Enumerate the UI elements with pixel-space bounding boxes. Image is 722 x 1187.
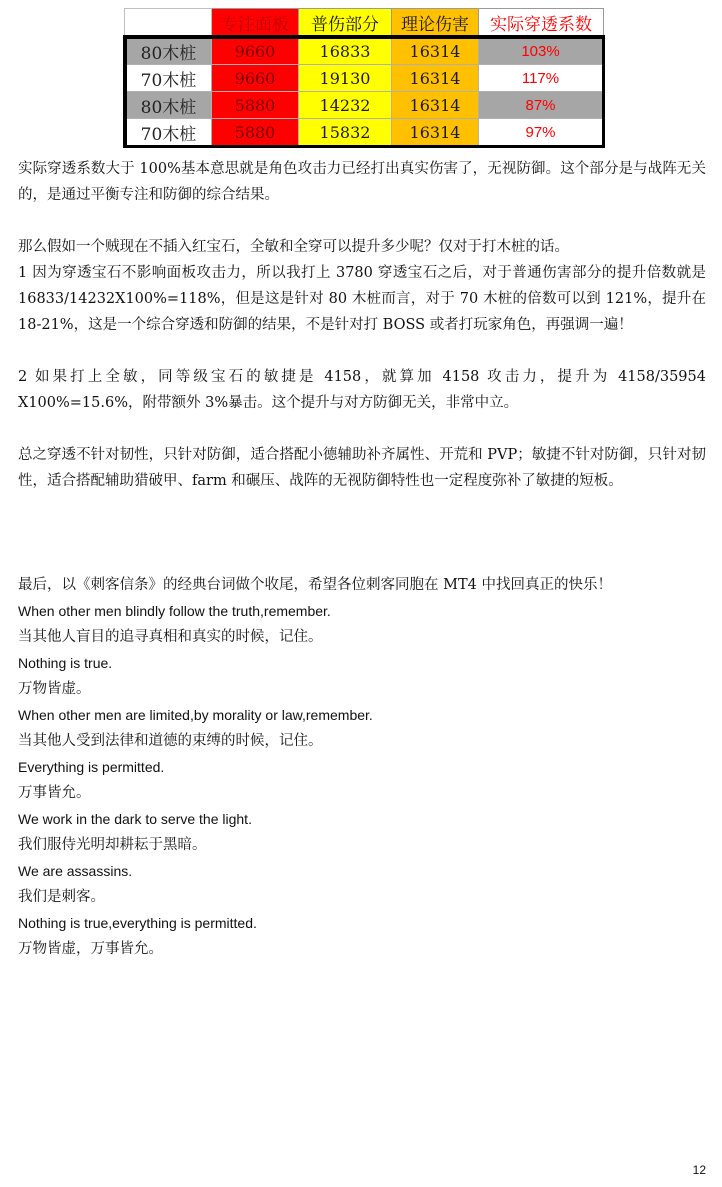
cell-theory: 16314 — [392, 92, 479, 119]
table-row — [125, 65, 604, 92]
quote-line-zh: 当其他人盲目的追寻真相和真实的时候，记住。 — [18, 629, 323, 645]
table-row — [125, 37, 604, 65]
cell-normal: 14232 — [299, 92, 392, 119]
cell-theory: 16314 — [392, 37, 479, 65]
penetration-table — [123, 8, 605, 148]
quote-line-en: Nothing is true. — [18, 655, 113, 671]
paragraph-summary: 总之穿透不针对韧性，只针对防御，适合搭配小德辅助补齐属性、开荒和 PVP；敏捷不针对防御，只针对韧性，适合搭配辅助猎破甲、farm 和碾压、战阵的无视防御特性也一定程度弥补了敏捷的短板。 — [18, 447, 706, 489]
quote-line-zh: 万物皆虚，万事皆允。 — [18, 941, 163, 957]
quote-line-en: When other men blindly follow the truth,remember. — [18, 603, 331, 619]
cell-target: 70木桩 — [125, 119, 212, 147]
paragraph-closing: 最后，以《刺客信条》的经典台词做个收尾，希望各位刺客同胞在 MT4 中找回真正的快乐！ — [18, 577, 612, 593]
header-cell-normal-damage: 普伤部分 — [299, 9, 392, 37]
cell-target: 80木桩 — [125, 37, 212, 65]
table-row — [125, 119, 604, 147]
cell-normal: 19130 — [299, 65, 392, 92]
header-cell-panel: 专注面板 — [212, 9, 299, 37]
cell-normal: 16833 — [299, 37, 392, 65]
table-header-row — [125, 9, 604, 37]
quote-line-en: We are assassins. — [18, 863, 133, 879]
page-number: 12 — [692, 1163, 706, 1177]
quote-line-zh: 万物皆虚。 — [18, 681, 91, 697]
cell-coef: 117% — [479, 65, 604, 92]
quote-line-zh: 我们服侍光明却耕耘于黑暗。 — [18, 837, 207, 853]
cell-panel: 5880 — [212, 92, 299, 119]
cell-panel: 9660 — [212, 65, 299, 92]
cell-coef: 103% — [479, 37, 604, 65]
cell-target: 80木桩 — [125, 92, 212, 119]
quote-line-en: Everything is permitted. — [18, 759, 165, 775]
header-cell-theory-damage: 理论伤害 — [392, 9, 479, 37]
paragraph-point-1: 1 因为穿透宝石不影响面板攻击力，所以我打上 3780 穿透宝石之后，对于普通伤害部分的提升倍数就是 16833/14232X100%=118%，但是这是针对 80 木桩而言，对于 70 木桩的倍数可以到 121%，提升在 18-21%，这是一个综合穿透和防御的结果，不是针对打 BOSS 或者打玩家角色，再强调一遍！ — [18, 265, 706, 333]
cell-theory: 16314 — [392, 65, 479, 92]
header-cell-penetration-coef: 实际穿透系数 — [479, 9, 604, 37]
cell-coef: 87% — [479, 92, 604, 119]
header-cell-blank — [125, 9, 212, 37]
quote-line-zh: 我们是刺客。 — [18, 889, 105, 905]
cell-normal: 15832 — [299, 119, 392, 147]
cell-coef: 97% — [479, 119, 604, 147]
cell-panel: 9660 — [212, 37, 299, 65]
cell-panel: 5880 — [212, 119, 299, 147]
paragraph-point-2: 2 如果打上全敏，同等级宝石的敏捷是 4158，就算加 4158 攻击力，提升为 4158/35954 X100%=15.6%，附带额外 3%暴击。这个提升与对方防御无关，非常中立。 — [18, 369, 706, 411]
quote-line-zh: 当其他人受到法律和道德的束缚的时候，记住。 — [18, 733, 323, 749]
quote-line-zh: 万事皆允。 — [18, 785, 91, 801]
quote-line-en: When other men are limited,by morality or law,remember. — [18, 707, 373, 723]
paragraph-penetration-meaning: 实际穿透系数大于 100%基本意思就是角色攻击力已经打出真实伤害了，无视防御。这个部分是与战阵无关的，是通过平衡专注和防御的综合结果。 — [18, 161, 706, 203]
table-row — [125, 92, 604, 119]
quote-line-en: We work in the dark to serve the light. — [18, 811, 252, 827]
quote-line-en: Nothing is true,everything is permitted. — [18, 915, 257, 931]
paragraph-question: 那么假如一个贼现在不插入红宝石，全敏和全穿可以提升多少呢？仅对于打木桩的话。 — [18, 239, 569, 255]
cell-theory: 16314 — [392, 119, 479, 147]
cell-target: 70木桩 — [125, 65, 212, 92]
